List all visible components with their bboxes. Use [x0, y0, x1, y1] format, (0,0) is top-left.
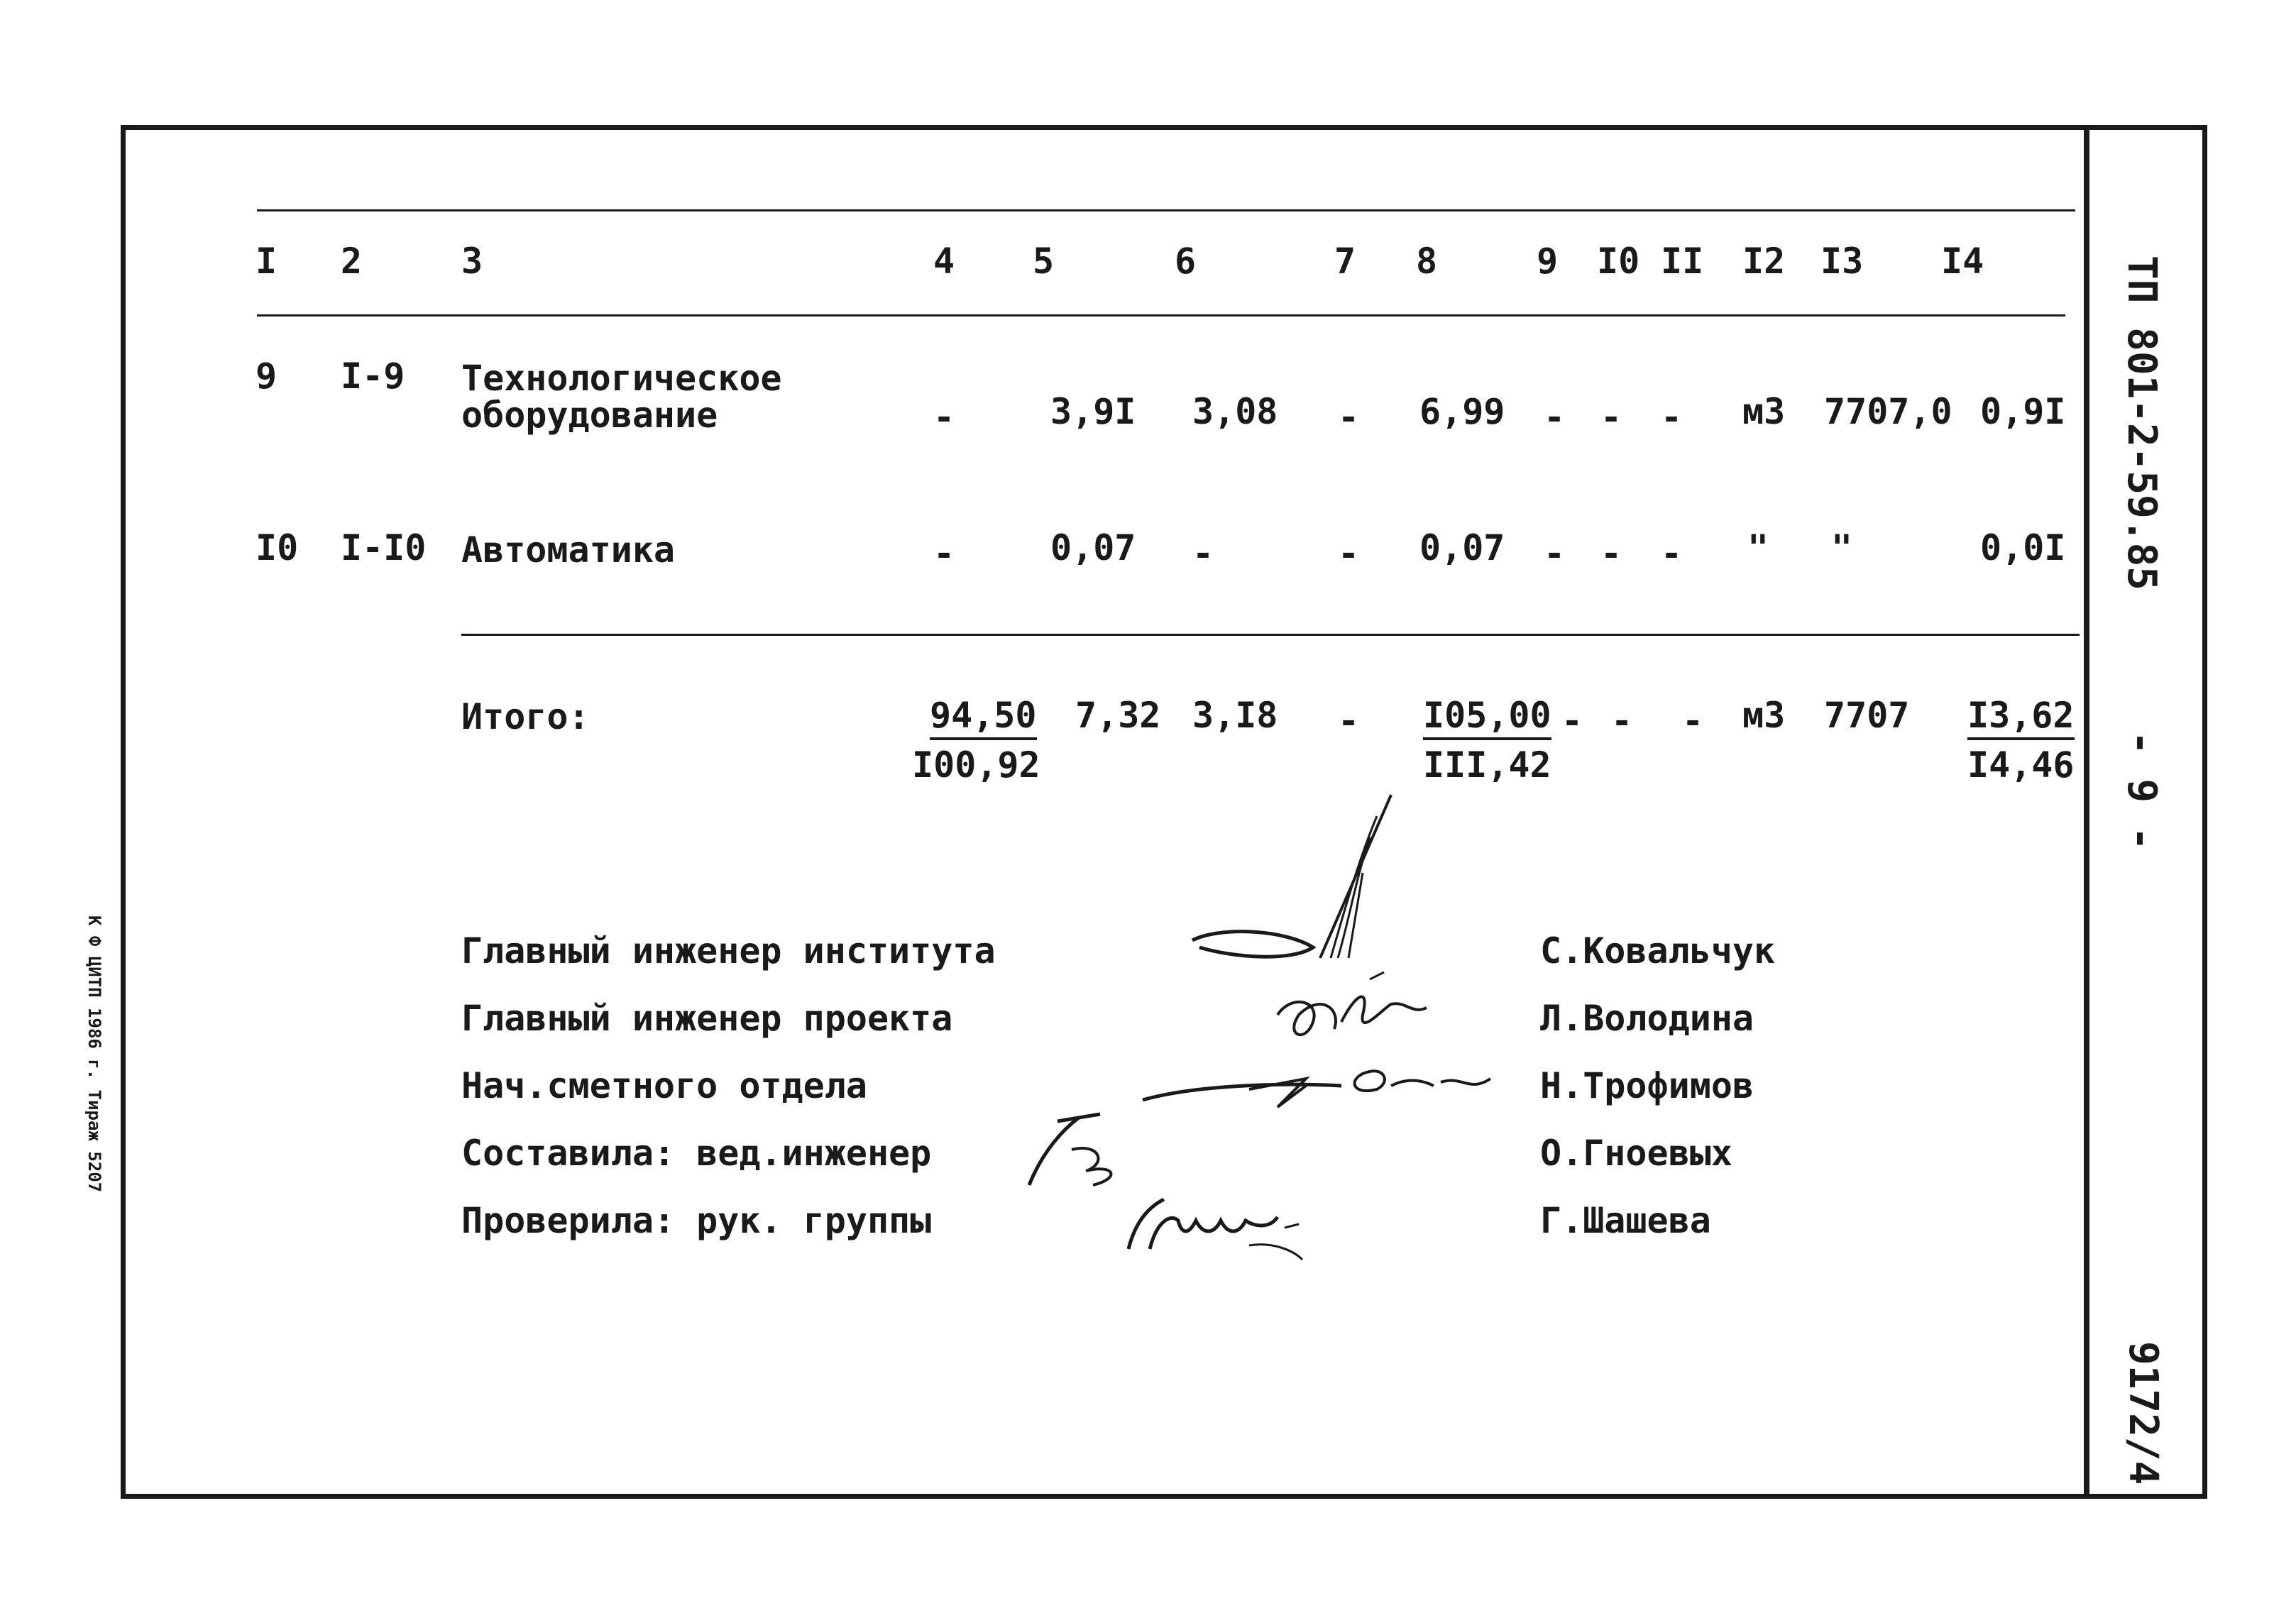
- cell-col-13: ": [1831, 527, 1853, 568]
- row-name-line-1: Автоматика: [461, 529, 676, 571]
- header-bottom-rule: [257, 314, 2065, 317]
- cell-col-6: -: [1192, 533, 1214, 574]
- signatory-role: Главный инженер проекта: [461, 998, 953, 1039]
- cell-col-14: 0,9I: [1980, 391, 2066, 432]
- total-col-8-top: I05,00: [1423, 694, 1551, 737]
- total-col-12: м3: [1742, 695, 1786, 736]
- header-col-13: I3: [1820, 241, 1864, 282]
- total-col-6: 3,I8: [1192, 695, 1278, 736]
- signatory-name: Л.Володина: [1540, 998, 1754, 1039]
- header-col-2: 2: [341, 241, 363, 282]
- table-top-rule: [257, 209, 2075, 211]
- cell-col-14: 0,0I: [1980, 527, 2066, 568]
- row-name-line-1: Технологическое: [461, 358, 782, 399]
- signatory-name: С.Ковальчук: [1540, 930, 1776, 972]
- total-col-7: -: [1338, 700, 1360, 742]
- signature-chief-engineer-institute: [1178, 788, 1419, 972]
- total-col-13: 7707: [1824, 695, 1910, 736]
- signature-head-estimate-department: [1136, 1043, 1505, 1121]
- row-code: I-9: [341, 356, 405, 397]
- cell-col-12: м3: [1742, 391, 1786, 432]
- total-rule: [461, 634, 2080, 636]
- page-frame: [121, 125, 2207, 1499]
- total-col-9: -: [1561, 700, 1583, 742]
- document-code: ТП 801-2-59.85: [2119, 255, 2165, 591]
- header-col-7: 7: [1334, 241, 1356, 282]
- page-number: - 9 -: [2119, 731, 2165, 851]
- signature-checker: [1107, 1178, 1320, 1277]
- cell-col-11: -: [1661, 397, 1683, 438]
- header-col-6: 6: [1175, 241, 1197, 282]
- header-col-10: I0: [1597, 241, 1640, 282]
- total-col-14-top: I3,62: [1967, 694, 2075, 737]
- header-col-12: I2: [1742, 241, 1786, 282]
- total-label: Итого:: [461, 696, 590, 737]
- cell-col-8: 6,99: [1419, 391, 1505, 432]
- header-col-14: I4: [1941, 241, 1984, 282]
- header-col-11: II: [1661, 241, 1704, 282]
- cell-col-5: 0,07: [1050, 527, 1136, 568]
- cell-col-10: -: [1600, 397, 1622, 438]
- header-col-3: 3: [461, 241, 483, 282]
- header-col-1: I: [256, 241, 278, 282]
- cell-col-6: 3,08: [1192, 391, 1278, 432]
- row-number: 9: [256, 356, 278, 397]
- cell-col-7: -: [1338, 397, 1360, 438]
- signatory-name: О.Гноевых: [1540, 1133, 1732, 1174]
- signatory-role: Проверила: рук. группы: [461, 1200, 932, 1241]
- total-col-14-bottom: I4,46: [1967, 744, 2075, 786]
- total-col-8-bottom: III,42: [1423, 744, 1551, 786]
- total-col-4-bottom: I00,92: [912, 744, 1040, 786]
- cell-col-8: 0,07: [1419, 527, 1505, 568]
- sheet-number: 9172/4: [2120, 1341, 2166, 1485]
- cell-col-12: ": [1747, 527, 1769, 568]
- signatory-name: Н.Трофимов: [1540, 1065, 1754, 1106]
- header-col-4: 4: [933, 241, 955, 282]
- header-col-8: 8: [1416, 241, 1438, 282]
- cell-col-4: -: [933, 533, 955, 574]
- header-col-5: 5: [1033, 241, 1055, 282]
- cell-col-11: -: [1661, 533, 1683, 574]
- cell-col-9: -: [1544, 397, 1566, 438]
- cell-col-13: 7707,0: [1824, 391, 1952, 432]
- signatory-role: Составила: вед.инженер: [461, 1133, 932, 1174]
- total-col-5: 7,32: [1075, 695, 1161, 736]
- row-name-line-2: оборудование: [461, 395, 718, 436]
- row-number: I0: [256, 527, 299, 568]
- signatory-role: Нач.сметного отдела: [461, 1065, 867, 1106]
- signatory-role: Главный инженер института: [461, 930, 996, 972]
- total-col-10: -: [1611, 700, 1633, 742]
- cell-col-5: 3,9I: [1050, 391, 1136, 432]
- print-note: К Ф ЦИТП 1986 г. Тираж 5207: [84, 915, 104, 1193]
- cell-col-10: -: [1600, 533, 1622, 574]
- cell-col-9: -: [1544, 533, 1566, 574]
- cell-col-4: -: [933, 397, 955, 438]
- total-col-11: -: [1682, 700, 1704, 742]
- cell-col-7: -: [1338, 533, 1360, 574]
- signatory-name: Г.Шашева: [1540, 1200, 1711, 1241]
- total-col-4-top: 94,50: [930, 694, 1037, 737]
- row-code: I-I0: [341, 527, 427, 568]
- header-col-9: 9: [1537, 241, 1559, 282]
